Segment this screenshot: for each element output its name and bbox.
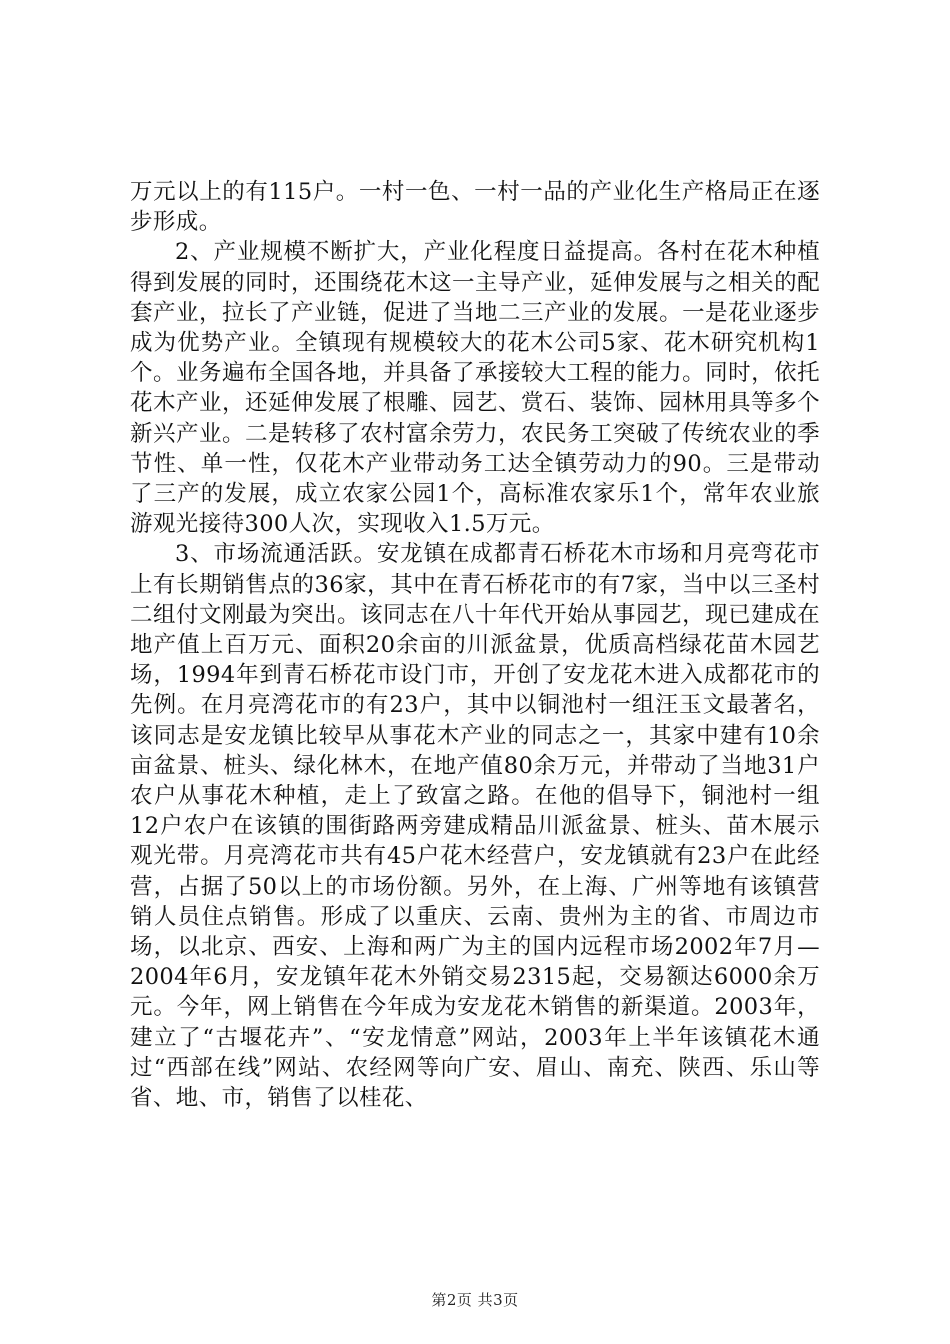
paragraph-industry-scale: 2、产业规模不断扩大，产业化程度日益提高。各村在花木种植得到发展的同时，还围绕花木这一主导产业，延伸发展与之相关的配套产业，拉长了产业链，促进了当地二三产业的发展。一是花业逐步成为优势产业。全镇现有规模较大的花木公司5家、花木研究机构1个。业务遍布全国各地，并具备了承接较大工程的能力。同时，依托花木产业，还延伸发展了根雕、园艺、赏石、装饰、园林用具等多个新兴产业。二是转移了农村富余劳力，农民务工突破了传统农业的季节性、单一性，仅花木产业带动务工达全镇劳动力的90。三是带动了三产的发展，成立农家公园1个，高标准农家乐1个，常年农业旅游观光接待300人次，实现收入1.5万元。 <box>130 239 820 538</box>
page-footer <box>0 1289 950 1310</box>
paragraph-continuation: 万元以上的有115户。一村一色、一村一品的产业化生产格局正在逐步形成。 <box>130 179 820 236</box>
page-number-label: 第2页 共3页 <box>431 1291 519 1309</box>
paragraph-market-circulation: 3、市场流通活跃。安龙镇在成都青石桥花木市场和月亮弯花市上有长期销售点的36家，其中在青石桥花市的有7家，当中以三圣村二组付文刚最为突出。该同志在八十年代开始从事园艺，现已建成在地产值上百万元、面积20余亩的川派盆景，优质高档绿花苗木园艺场，1994年到青石桥花市设门市，开创了安龙花木进入成都花市的先例。在月亮湾花市的有23户，其中以铜池村一组汪玉文最著名，该同志是安龙镇比较早从事花木产业的同志之一，其家中建有10余亩盆景、桩头、绿化林木，在地产值80余万元，并带动了当地31户农户从事花木种植，走上了致富之路。在他的倡导下，铜池村一组12户农户在该镇的围街路两旁建成精品川派盆景、桩头、苗木展示观光带。月亮湾花市共有45户花木经营户，安龙镇就有23户在此经营，占据了50以上的市场份额。另外，在上海、广州等地有该镇营销人员住点销售。形成了以重庆、云南、贵州为主的省、市周边市场，以北京、西安、上海和两广为主的国内远程市场2002年7月—2004年6月，安龙镇年花木外销交易2315起，交易额达6000余万元。今年，网上销售在今年成为安龙花木销售的新渠道。2003年，建立了“古堰花卉”、“安龙情意”网站，2003年上半年该镇花木通过“西部在线”网站、农经网等向广安、眉山、南充、陕西、乐山等省、地、市，销售了以桂花、 <box>130 541 820 1112</box>
document-body <box>130 177 820 1113</box>
